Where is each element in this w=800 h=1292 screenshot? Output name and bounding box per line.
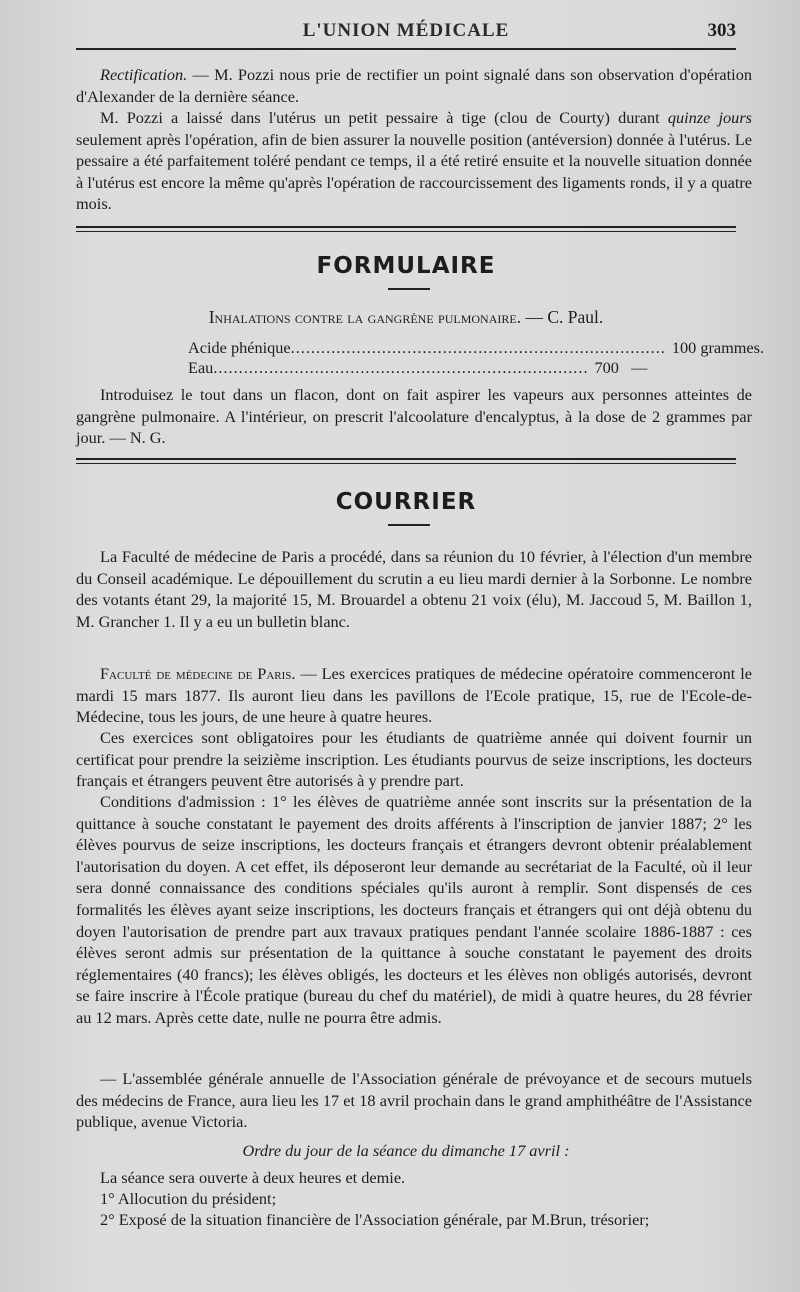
formulaire-subtitle bbox=[76, 307, 736, 329]
agenda-line: La séance sera ouverte à deux heures et demie. bbox=[100, 1168, 406, 1187]
journal-title: L'UNION MÉDICALE bbox=[302, 20, 510, 41]
formulaire-subtitle-sc: Inhalations contre la gangrène pulmonaire. bbox=[208, 307, 522, 327]
header-rule bbox=[76, 48, 736, 50]
formulaire-title: FORMULAIRE bbox=[316, 253, 496, 279]
rectification-detail-end: seulement après l'opération, afin de bien assurer la nouvelle position (antéversion) donnée à l'utérus. Le pessaire a été parfaitement toléré pendant ce temps, il a été retiré ensuite et la nouvelle situation donnée à l'utérus est encore la même qu'après l'opération de raccourcissement des ligaments ronds, il y a quatre mois. bbox=[76, 129, 752, 214]
recipe-row bbox=[188, 338, 765, 358]
section-rule-top bbox=[76, 458, 736, 460]
rectification-text: — M. Pozzi nous prie de rectifier un point signalé dans son observation d'opération d'Alexander de la dernière séance. bbox=[76, 65, 752, 106]
faculte-text: — Les exercices pratiques de médecine opératoire commenceront le mardi 15 mars 1877. Ils auront lieu dans les pavillons de l'Ecole pratique, 15, rue de l'Ecole-de-Médecine, tous les jours, de une heure à quatre heures. bbox=[76, 664, 752, 727]
courrier-election-paragraph: La Faculté de médecine de Paris a procédé, dans sa réunion du 10 février, à l'élection d'un membre du Conseil académique. Le dépouillement du scrutin a eu lieu mardi dernier à la Sorbonne. Le nombre des votants étant 29, la majorité 15, M. Brouardel a obtenu 21 voix (élu), M. Jaccoud 5, M. Baillon 1, M. Grancher 1. Il y a eu un bulletin blanc. bbox=[76, 547, 752, 631]
rectification-paragraph bbox=[76, 64, 752, 107]
faculte-heading: Faculté de médecine de Paris. bbox=[100, 664, 296, 683]
formulaire-subtitle-author: — C. Paul. bbox=[521, 307, 604, 327]
faculte-paragraph bbox=[76, 663, 752, 728]
courrier-title: COURRIER bbox=[335, 489, 477, 515]
formulaire-instructions: Introduisez le tout dans un flacon, dont on fait aspirer les vapeurs aux personnes atteintes de gangrène pulmonaire. A l'intérieur, on prescrit l'alcoolature d'encalyptus, à la dose de 2 grammes par jour. — N. G. bbox=[76, 385, 752, 448]
page-number: 303 bbox=[707, 20, 736, 41]
section-rule-bottom bbox=[76, 463, 736, 464]
assemblee-paragraph: — L'assemblée générale annuelle de l'Association générale de prévoyance et de secours mutuels des médecins de France, aura lieu les 17 et 18 avril prochain dans le grand amphithéâtre de l'Assistance publique, avenue Victoria. bbox=[76, 1069, 752, 1132]
recipe-ingredient: Eau bbox=[188, 358, 214, 377]
section-rule-bottom bbox=[76, 231, 736, 232]
leader-dots: .......................................................................... bbox=[213, 358, 589, 377]
formulaire-title-rule bbox=[388, 288, 430, 290]
recipe-quantity: 100 grammes. bbox=[671, 338, 765, 357]
agenda-line: 1° Allocution du président; bbox=[100, 1189, 277, 1208]
rectification-label: Rectification. bbox=[100, 65, 188, 84]
running-header bbox=[76, 18, 736, 44]
exercices-paragraph: Ces exercices sont obligatoires pour les étudiants de quatrième année qui doivent fournir un certificat pour prendre la seizième inscription. Les étudiants pourvus de seize inscriptions, les docteurs français et étrangers peuvent être autorisés à y prendre part. bbox=[76, 728, 752, 791]
ordre-du-jour-heading: Ordre du jour de la séance du dimanche 17 avril : bbox=[242, 1141, 570, 1160]
recipe-row bbox=[188, 358, 648, 378]
leader-dots: .......................................................................... bbox=[290, 338, 666, 357]
conditions-paragraph: Conditions d'admission : 1° les élèves de quatrième année sont inscrits sur la présentation de la quittance à souche constatant le payement des droits afférents à l'inscription de janvier 1887; 2° les élèves pourvus de seize inscriptions, les docteurs français et étrangers devront obtenir préalablement l'autorisation du doyen. A cet effet, ils déposeront leur demande au secrétariat de la Faculté, où il leur sera donné connaissance des conditions spéciales qu'ils auront à remplir. Sont dispensés de ces formalités les élèves ayant seize inscriptions, les docteurs français et étrangers qui ont déjà obtenu du doyen l'autorisation de prendre part aux travaux pratiques pendant l'année scolaire 1886-1887 : ces élèves seront admis sur présentation de la quittance à souche constatant le payement des droits réglementaires (40 francs); les élèves obligés, les docteurs et les élèves non obligés autorisés, devront se faire inscrire à l'École pratique (bureau du chef du matériel), de midi à quatre heures, du 28 février au 12 mars. Après cette date, nulle ne pourra être admis. bbox=[76, 792, 752, 1027]
agenda-line: 2° Exposé de la situation financière de l'Association générale, par M.Brun, trésorier; bbox=[100, 1210, 650, 1229]
rectification-detail-start: M. Pozzi a laissé dans l'utérus un petit pessaire à tige (clou de Courty) durant bbox=[100, 108, 668, 127]
courrier-title-rule bbox=[388, 524, 430, 526]
section-rule-top bbox=[76, 226, 736, 228]
rectification-detail-paragraph bbox=[76, 107, 752, 215]
rectification-detail-italic: quinze jours bbox=[667, 108, 752, 127]
recipe-quantity: 700 — bbox=[594, 358, 648, 377]
recipe-ingredient: Acide phénique bbox=[188, 338, 291, 357]
recipe-table bbox=[188, 338, 765, 378]
